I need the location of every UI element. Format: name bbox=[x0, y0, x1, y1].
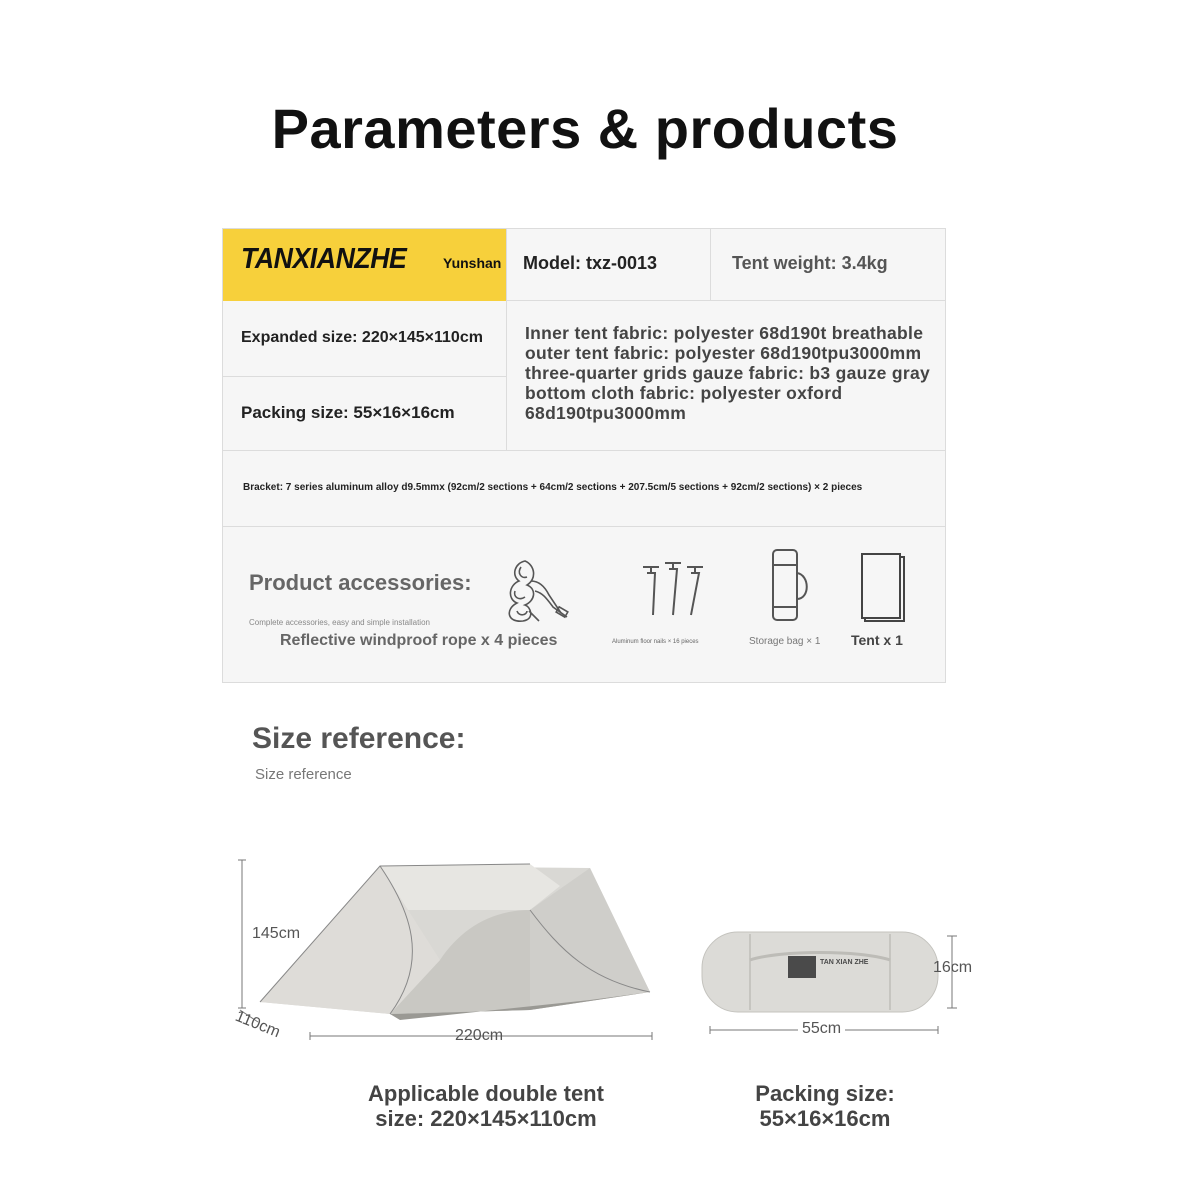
bag-caption-line1: Packing size: bbox=[755, 1081, 895, 1106]
tent-height-label: 145cm bbox=[252, 925, 301, 942]
brand-logo: TANXIANZHE bbox=[241, 243, 407, 275]
page-title: Parameters & products bbox=[271, 97, 899, 160]
tent-caption-line2: size: 220×145×110cm bbox=[375, 1106, 597, 1131]
size-reference-title: Size reference: bbox=[252, 722, 466, 755]
tent-depth-label: 110cm bbox=[232, 1007, 283, 1042]
parameter-table bbox=[222, 228, 946, 683]
accessories-cell bbox=[223, 527, 945, 682]
storage-bag-label: Storage bag × 1 bbox=[749, 636, 821, 647]
packing-size-text: Packing size: 55×16×16cm bbox=[241, 403, 455, 422]
tent-label: Tent x 1 bbox=[851, 632, 903, 648]
packing-size-cell bbox=[223, 377, 507, 451]
expanded-size-cell bbox=[223, 301, 507, 377]
fabric-cell bbox=[507, 301, 945, 451]
floor-nails-icon bbox=[633, 559, 713, 621]
bag-width-label: 55cm bbox=[798, 1020, 845, 1038]
bag-caption bbox=[700, 1081, 950, 1131]
accessories-title: Product accessories: bbox=[249, 570, 472, 595]
tent-illustration bbox=[230, 850, 670, 1050]
brand-cell bbox=[223, 229, 507, 301]
bracket-text: Bracket: 7 series aluminum alloy d9.5mmx (92cm/2 sections + 64cm/2 sections + 207.5cm/5 sections + 92cm/2 sections) × 2 pieces bbox=[243, 482, 863, 493]
weight-cell bbox=[711, 229, 945, 301]
brand-subtitle: Yunshan bbox=[443, 255, 502, 271]
tent-width-label: 220cm bbox=[455, 1027, 504, 1044]
tent-icon bbox=[857, 551, 909, 623]
rope-icon bbox=[495, 551, 575, 631]
size-reference-subtitle: Size reference bbox=[255, 766, 352, 783]
rope-label: Reflective windproof rope x 4 pieces bbox=[280, 632, 558, 649]
bag-caption-line2: 55×16×16cm bbox=[759, 1106, 891, 1131]
bracket-cell bbox=[223, 451, 945, 527]
tent-caption bbox=[336, 1081, 636, 1131]
weight-text: Tent weight: 3.4kg bbox=[732, 253, 888, 273]
floor-nails-label: Aluminum floor nails × 16 pieces bbox=[612, 639, 699, 645]
expanded-size-text: Expanded size: 220×145×110cm bbox=[241, 329, 483, 346]
fabric-text: Inner tent fabric: polyester 68d190t breathable outer tent fabric: polyester 68d190tpu3000mm three-quarter grids gauze fabric: b3 gauze gray bottom cloth fabric: polyester oxford 68d190tpu3000mm bbox=[525, 323, 931, 423]
model-cell bbox=[507, 229, 711, 301]
bag-height-label: 16cm bbox=[933, 959, 973, 976]
tent-caption-line1: Applicable double tent bbox=[368, 1081, 604, 1106]
bag-logo-text: TAN XIAN ZHE bbox=[820, 959, 869, 966]
storage-bag-icon bbox=[768, 547, 812, 623]
accessories-subtitle: Complete accessories, easy and simple installation bbox=[249, 618, 430, 627]
model-text: Model: txz-0013 bbox=[523, 253, 658, 273]
